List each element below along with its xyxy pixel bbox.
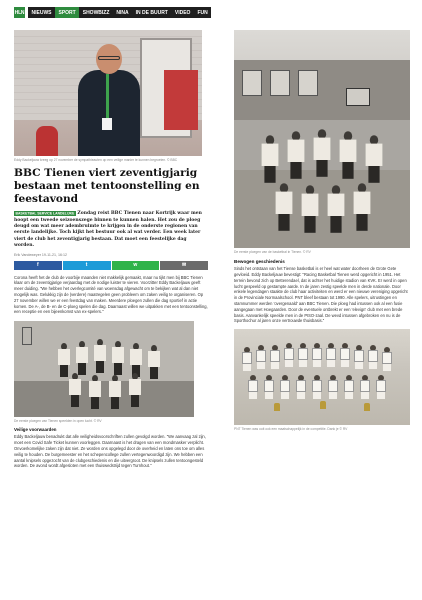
mail-icon: ✉ (182, 262, 187, 269)
team-photo-vintage[interactable] (234, 30, 410, 248)
trophy-icon (364, 403, 370, 411)
hero-photo[interactable] (14, 30, 202, 156)
team-photo-caption: De eerste ploegen van Tienen speelden in open lucht. © RV (14, 419, 102, 424)
article-intro (14, 210, 208, 249)
hero-caption: Eddy Backeljauw kreeg op 27 november de sympathieauten op een veilige manier te kunnen begroeten. © BBC (14, 158, 178, 162)
facebook-share-button[interactable] (14, 261, 62, 270)
article-paragraph-1: Corona heeft het de club de voorbije maanden niet makkelijk gemaakt, maar nu tijkt men bij BBC Tienen klaar om de zeventigjarige verjaardag met de nodige luister te vieren. Voorzitter Eddy Backeljauw geeft meer duiding. "We hebben het overlegcomité van woensdag afgewacht om te bekijken wat al dan niet mogelijk was. Gelukkig zijn de (verdere) maatregelen geen probleem om zaken veilig te organiseren. Op 27 november willen we er een feestdag van maken. Meerdere ploegen zullen die dag sportief in actie komen. De A-, de B- en de C-ploeg spelen die dag. Daarnaast willen we uitpakken met een tentoonstelling, een receptie en een bijeenkomst van ex-spelers." (14, 274, 208, 315)
hln-logo[interactable]: HLN (14, 7, 25, 18)
byline: Erik Vandeweyer 19-11-21, 16:12 (14, 252, 68, 257)
nav-item-sport[interactable]: SPORT (55, 7, 79, 18)
nav-item-in-de-buurt[interactable]: IN DE BUURT (132, 7, 171, 18)
nav-item-nieuws[interactable]: NIEUWS (28, 7, 55, 18)
nav-menu (28, 7, 211, 18)
top-navigation (14, 7, 211, 18)
trophy-icon (274, 403, 280, 411)
article-paragraph-3: Sinds het ontstaan van het Tiense basketbal is er heel wat water doorheen de Grote Gete gevloeid. Eddy Backeljauw bevestigt: "Racing Basketbal Tienen werd opgericht in 1951. Het terrein bevond zich op Betterendael, dat is achter het huidige stadion van KVK. Er werd in open lucht gespeeld op gestampte aarde. In de jaren zestig speelde men in derde nationale. Door enkele legendagen staakte de club haar activiteiten en werd er een nieuwe vereniging opgericht in de Provinciale Normaalschool. PNT bleef bestaan tot 1990. Alle spelers, uitrustingen en stamnummer werden 'overgenaald' aan BBC Tienen. Die ploeg had intussen ook al een fusie aangegaan met Hoegaarden. Door de eventuele ontbrekt er een 'elevign' club met een brede basis. Aanvankelijk speelde men in de PISO-zaal. De wevd intussen afgebroken en nu is de Sporthochur al jaren onze vertrouwde thuisbasis." (234, 266, 408, 324)
subheading-bewogen-geschiedenis: Bewogen geschiedenis (234, 259, 285, 265)
facebook-icon: f (37, 262, 39, 269)
intro-text: Zondag reist BBC Tienen naar Kortrijk waar men hoopt een tweede seizoenszege binnen te kunnen halen. Het zou de ploeg deugd om wat meer adembruimte te krijgen in de onderste regionen van eerste landelijke. Toch kijkt het bestuur ook al wat verder. Een week later viert de club het zeventigjarig bestaan. Dat moet een feestelijke dag worden. (14, 211, 202, 249)
article-main-column (14, 30, 208, 469)
whatsapp-share-button[interactable] (112, 261, 160, 270)
twitter-icon: t (85, 262, 88, 269)
vintage-photo-caption: De eerste ploegen van de basketbal in Tienen. © RV (234, 250, 311, 254)
nav-item-showbizz[interactable]: SHOWBIZZ (79, 7, 113, 18)
share-bar (14, 261, 208, 270)
trophy-icon (320, 401, 326, 409)
team-photo-old[interactable] (14, 321, 194, 417)
man-portrait (74, 40, 144, 156)
article-paragraph-2: Eddy Backeljauw benadrukt dat alle veiligheidsvoorschriften zullen gevolgd worden. "We aanvaag zal zijn, moet een Covid Safe Ticket kunnen voorleggen. Daarnaast is het dragen van een mondmasker verplicht. Onvoerkomelijke zaken zijn dat niet. Ze worden ons opgelegd door de overheid en laten ons toe om alles veilig te houden. De burgemeester en het schepencollege zullen vertegenwoordigd zijn. We hebben een aantal knipsels opgezocht van de clubgeschiedenis en die uitvergroot. De knipsels zullen tentoongesteld worden. De avond wordt afgesloten met een thuiswedstrijd tegen Turnhout." (14, 434, 206, 469)
category-tag[interactable]: BASKETBAL SERVICE LANDELIJKE (15, 211, 75, 216)
mail-share-button[interactable] (160, 261, 208, 270)
article-side-column (234, 30, 410, 431)
whatsapp-icon: w (133, 262, 138, 269)
twitter-share-button[interactable] (63, 261, 111, 270)
article-title: BBC Tienen viert zeventigjarig bestaan met tentoonstelling en feestavond (14, 167, 200, 206)
nav-item-video[interactable]: VIDEO (171, 7, 194, 18)
subheading-veilige-voorwaarden: Veilige voorwaarden (14, 427, 57, 433)
team-photo-pnt[interactable] (234, 329, 410, 425)
pnt-photo-caption: PNT Tienen was ooit ook een maatschappelijk in de competitie. Dank je © RV (234, 427, 348, 432)
nav-item-fun[interactable]: FUN (194, 7, 211, 18)
nav-item-nina[interactable]: NINA (113, 7, 132, 18)
